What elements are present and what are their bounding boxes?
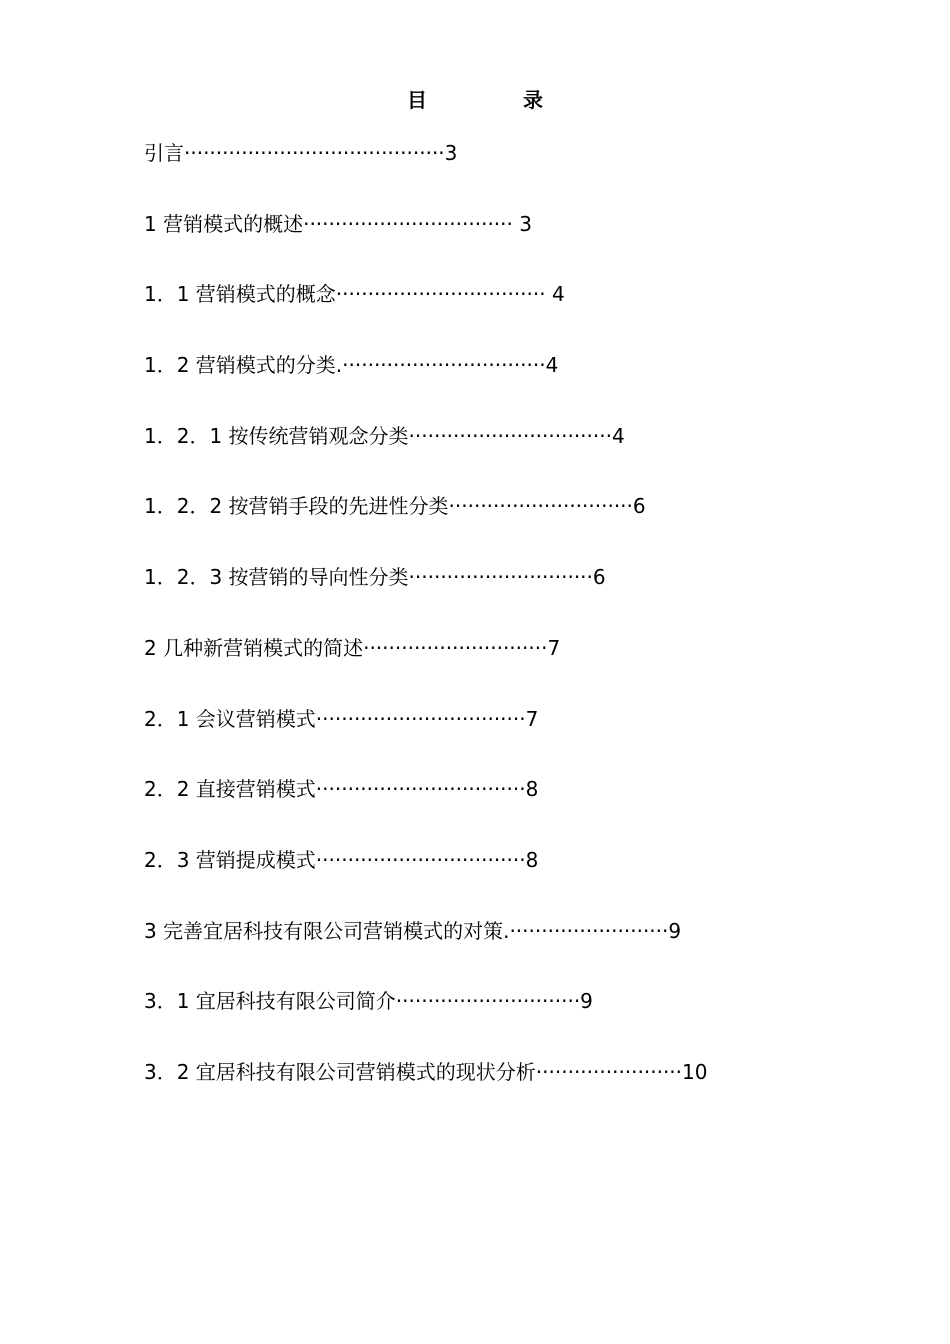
toc-entry-1-1: 1．1 营销模式的概念································· 4 (144, 282, 565, 307)
toc-entry-2-3: 2．3 营销提成模式·································8 (144, 847, 539, 872)
toc-entry-3-2: 3．2 宜居科技有限公司营销模式的现状分析·······················10 (144, 1059, 708, 1084)
toc-entry-1-2-1: 1．2．1 按传统营销观念分类································4 (144, 423, 625, 448)
toc-list (144, 137, 707, 1127)
toc-entry-1-2-3: 1．2．3 按营销的导向性分类·····························6 (144, 565, 606, 590)
toc-title: 目 录 (407, 88, 581, 112)
toc-entry-2-1: 2．1 会议营销模式·································7 (144, 706, 539, 731)
toc-entry-1: 1 营销模式的概述································· 3 (144, 211, 532, 236)
toc-entry-1-2-2: 1．2．2 按营销手段的先进性分类·····························6 (144, 494, 646, 519)
toc-entry-3-1: 3．1 宜居科技有限公司简介·····························9 (144, 989, 593, 1014)
toc-entry-1-2: 1．2 营销模式的分类.································4 (144, 353, 559, 378)
toc-entry-2-2: 2．2 直接营销模式·································8 (144, 777, 539, 802)
toc-entry-2: 2 几种新营销模式的简述·····························7 (144, 635, 561, 660)
toc-entry-intro: 引言·········································3 (144, 141, 458, 165)
toc-entry-3: 3 完善宜居科技有限公司营销模式的对策.·························9 (144, 918, 682, 943)
